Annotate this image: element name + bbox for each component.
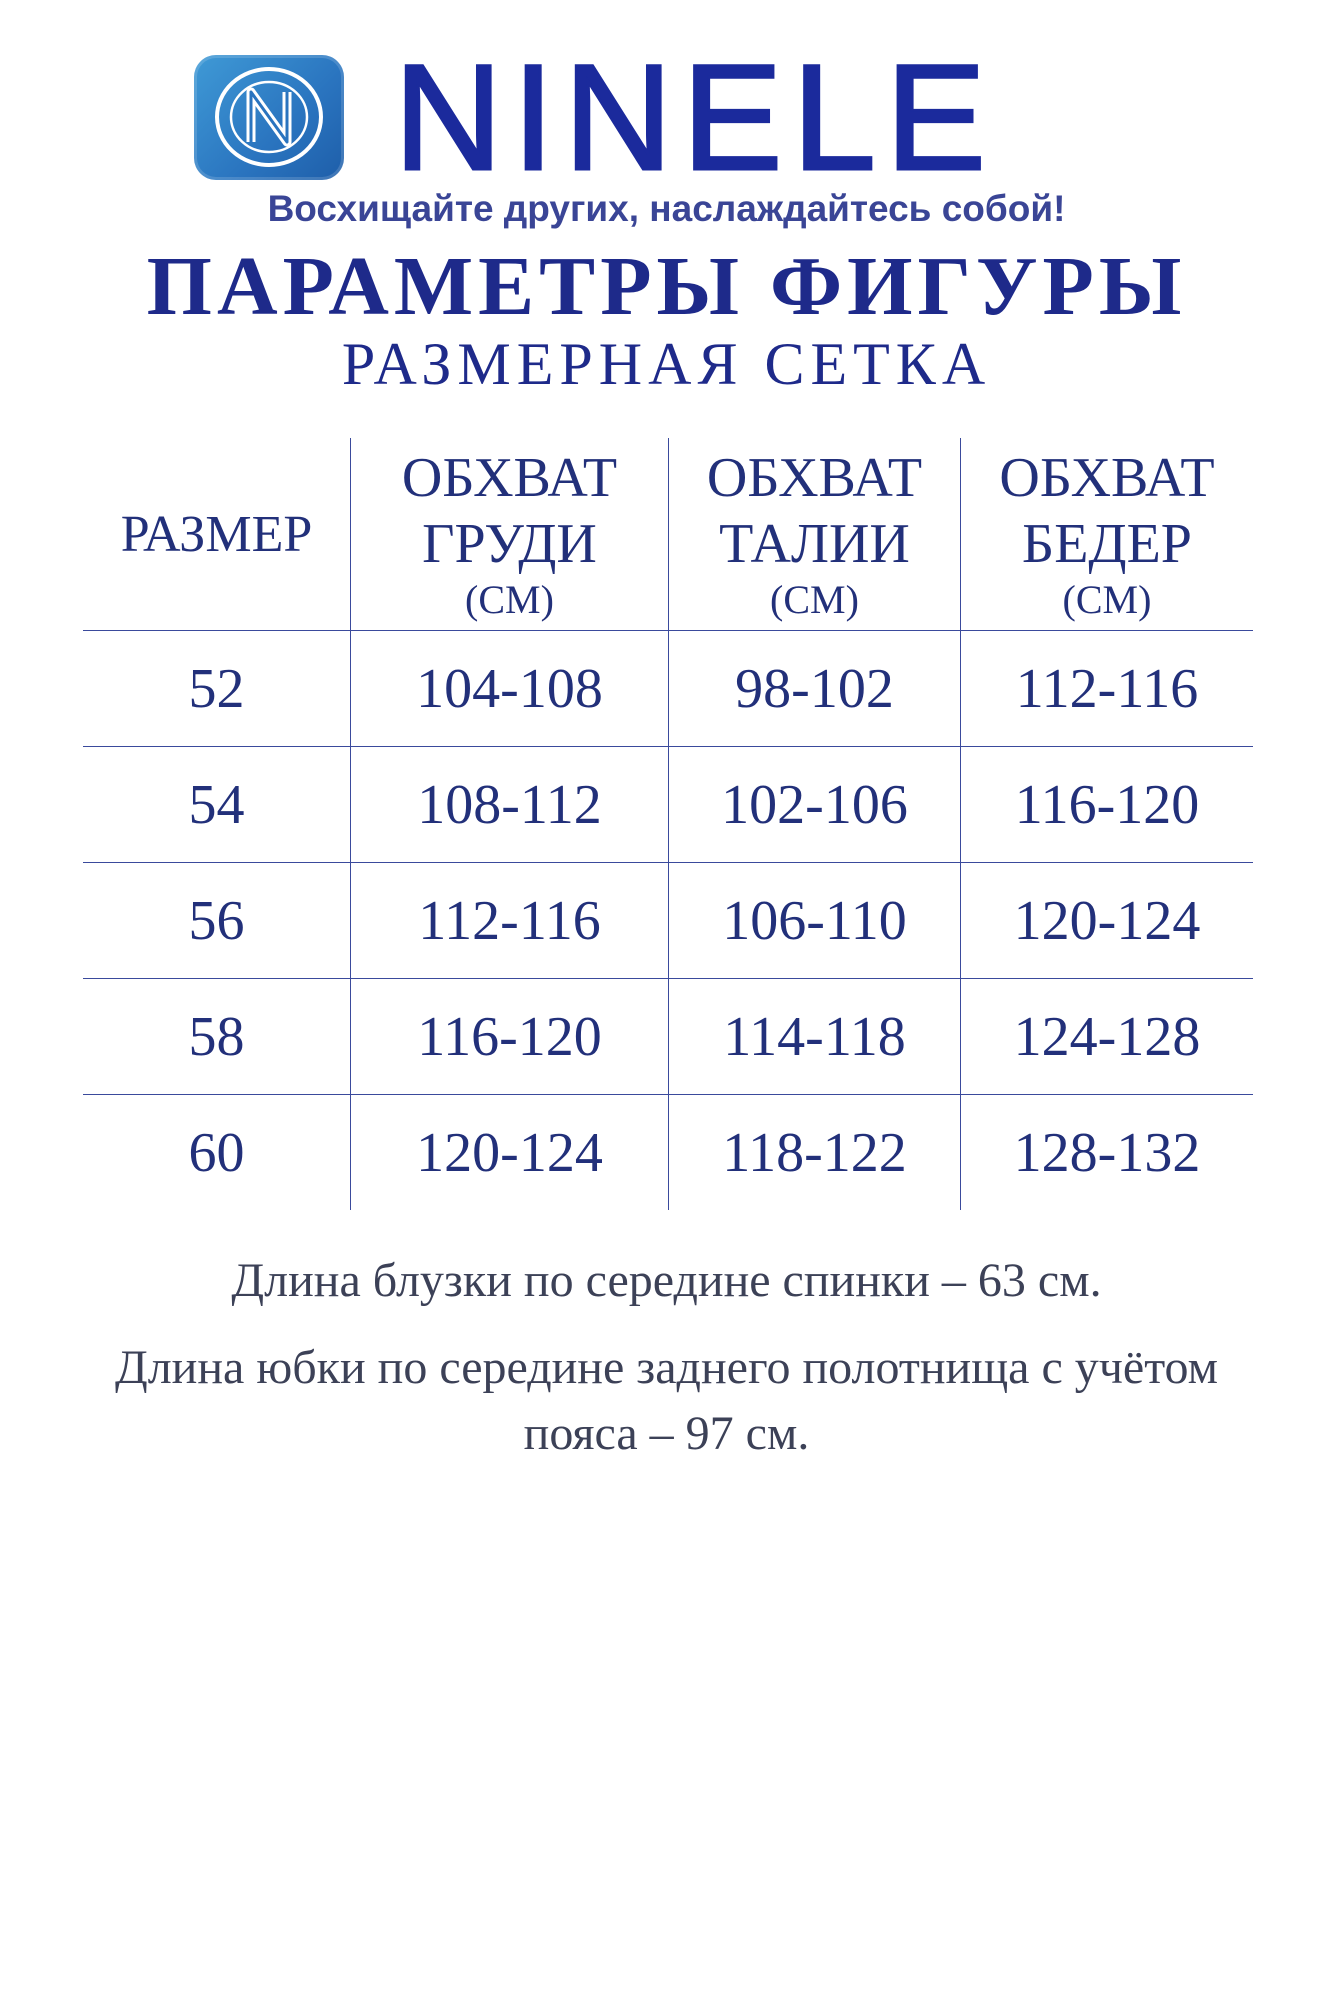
header-chest-unit: (СМ) — [465, 577, 554, 622]
ninele-logo-icon — [194, 55, 344, 180]
header-hips — [960, 438, 1253, 630]
skirt-length-note: Длина юбки по середине заднего полотнища с учётом пояса – 97 см. — [114, 1341, 1219, 1460]
header-chest-line1: ОБХВАТ — [401, 447, 618, 509]
page-subtitle: РАЗМЕРНАЯ СЕТКА — [341, 331, 992, 397]
header-waist-unit: (СМ) — [770, 577, 859, 622]
header-hips-unit: (СМ) — [1062, 577, 1152, 622]
table-row — [83, 630, 1253, 746]
waist-cell: 98-102 — [668, 631, 960, 746]
hips-cell: 116-120 — [960, 747, 1253, 862]
header-waist-line1: ОБХВАТ — [706, 447, 923, 509]
brand-header — [194, 33, 996, 201]
n-emblem-svg — [209, 62, 329, 172]
chest-cell: 108-112 — [350, 747, 668, 862]
header-waist-line2: ТАЛИИ — [719, 513, 910, 575]
hips-cell: 128-132 — [960, 1095, 1253, 1210]
size-cell: 52 — [188, 657, 245, 720]
header-chest — [350, 438, 668, 630]
chest-cell: 116-120 — [350, 979, 668, 1094]
header-chest-line2: ГРУДИ — [422, 513, 597, 575]
chest-cell: 104-108 — [350, 631, 668, 746]
table-header-row — [83, 438, 1253, 630]
hips-cell: 120-124 — [960, 863, 1253, 978]
header-waist — [668, 438, 960, 630]
table-row — [83, 1094, 1253, 1210]
size-cell: 58 — [188, 1005, 245, 1068]
size-cell: 54 — [188, 773, 245, 836]
header-size: РАЗМЕР — [120, 505, 313, 563]
waist-cell: 102-106 — [668, 747, 960, 862]
waist-cell: 118-122 — [668, 1095, 960, 1210]
page-title: ПАРАМЕТРЫ ФИГУРЫ — [146, 240, 1187, 333]
table-row — [83, 746, 1253, 862]
hips-cell: 112-116 — [960, 631, 1253, 746]
blouse-length-note: Длина блузки по середине спинки – 63 см. — [231, 1254, 1102, 1307]
header-hips-line1: ОБХВАТ — [999, 447, 1215, 509]
table-row — [83, 862, 1253, 978]
chest-cell: 112-116 — [350, 863, 668, 978]
size-cell: 56 — [188, 889, 245, 952]
waist-cell: 114-118 — [668, 979, 960, 1094]
table-row — [83, 978, 1253, 1094]
chest-cell: 120-124 — [350, 1095, 668, 1210]
header-hips-line2: БЕДЕР — [1022, 513, 1192, 575]
brand-name: NINELE — [394, 33, 996, 201]
size-chart-table — [83, 438, 1253, 1210]
waist-cell: 106-110 — [668, 863, 960, 978]
brand-slogan: Восхищайте других, наслаждайтесь собой! — [267, 188, 1066, 229]
size-cell: 60 — [188, 1121, 245, 1184]
hips-cell: 124-128 — [960, 979, 1253, 1094]
